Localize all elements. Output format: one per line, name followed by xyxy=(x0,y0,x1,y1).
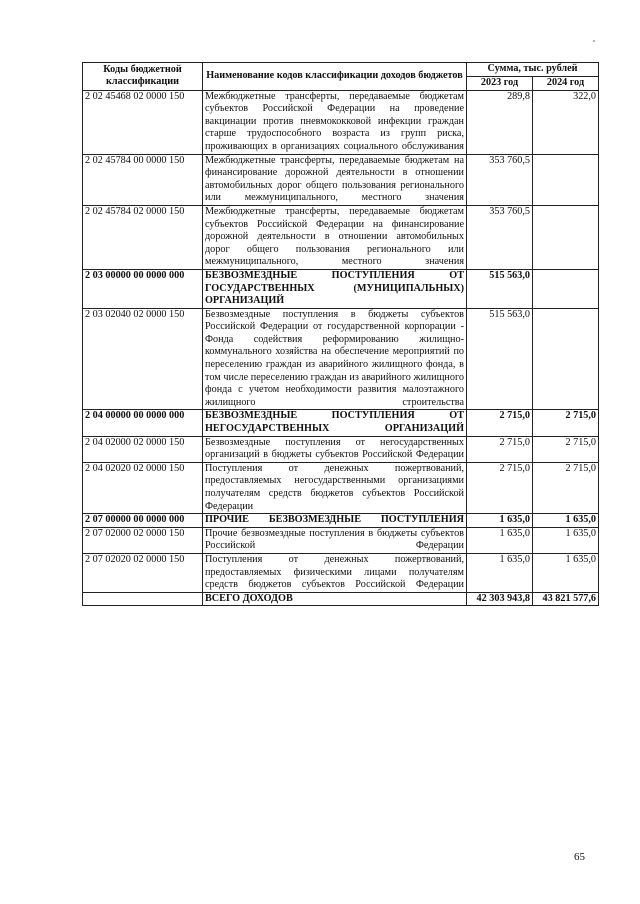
row-value-2023: 353 760,5 xyxy=(467,205,533,269)
row-name: Межбюджетные трансферты, передаваемые бюджетам субъектов Российской Федерации на финансирование дорожной деятельности в отношении автомобильных дорог общего пользования регионального или межмуниципального, местного значения xyxy=(203,205,467,269)
row-code: 2 07 02000 02 0000 150 xyxy=(83,527,203,553)
scan-speck xyxy=(593,40,595,42)
row-code: 2 02 45468 02 0000 150 xyxy=(83,90,203,154)
row-value-2023: 515 563,0 xyxy=(467,269,533,308)
row-value-2024 xyxy=(533,205,599,269)
row-code: 2 04 02000 02 0000 150 xyxy=(83,436,203,462)
row-value-2023: 1 635,0 xyxy=(467,514,533,528)
row-value-2024: 1 635,0 xyxy=(533,527,599,553)
header-name: Наименование кодов классификации доходов бюджетов xyxy=(203,63,467,91)
table-row-section xyxy=(83,514,599,528)
row-name: Межбюджетные трансферты, передаваемые бюджетам на финансирование дорожной деятельности в отношении автомобильных дорог общего пользования регионального или межмуниципального, местного значения xyxy=(203,154,467,205)
row-value-2024: 2 715,0 xyxy=(533,462,599,513)
table-row xyxy=(83,90,599,154)
row-value-2024: 1 635,0 xyxy=(533,553,599,592)
page-number: 65 xyxy=(574,851,585,863)
row-value-2024: 322,0 xyxy=(533,90,599,154)
row-name: Безвозмездные поступления от негосударственных организаций в бюджеты субъектов Российской Федерации xyxy=(203,436,467,462)
total-value-2023: 42 303 943,8 xyxy=(467,592,533,606)
table-row-section xyxy=(83,410,599,436)
header-year-2023: 2023 год xyxy=(467,77,533,91)
row-value-2024: 1 635,0 xyxy=(533,514,599,528)
row-value-2023: 2 715,0 xyxy=(467,436,533,462)
row-name: БЕЗВОЗМЕЗДНЫЕ ПОСТУПЛЕНИЯ ОТ НЕГОСУДАРСТВЕННЫХ ОРГАНИЗАЦИЙ xyxy=(203,410,467,436)
row-value-2023: 515 563,0 xyxy=(467,308,533,410)
row-code: 2 04 00000 00 0000 000 xyxy=(83,410,203,436)
table-row xyxy=(83,205,599,269)
row-name: ПРОЧИЕ БЕЗВОЗМЕЗДНЫЕ ПОСТУПЛЕНИЯ xyxy=(203,514,467,528)
table-row xyxy=(83,553,599,592)
table-row xyxy=(83,462,599,513)
table-row xyxy=(83,527,599,553)
row-name: Прочие безвозмездные поступления в бюджеты субъектов Российской Федерации xyxy=(203,527,467,553)
row-value-2023: 353 760,5 xyxy=(467,154,533,205)
table-row xyxy=(83,436,599,462)
table-row-total xyxy=(83,592,599,606)
row-code: 2 02 45784 00 0000 150 xyxy=(83,154,203,205)
header-year-2024: 2024 год xyxy=(533,77,599,91)
total-label: ВСЕГО ДОХОДОВ xyxy=(203,592,467,606)
row-name: Поступления от денежных пожертвований, предоставляемых негосударственными организациями получателям средств бюджетов субъектов Российской Федерации xyxy=(203,462,467,513)
row-code: 2 03 00000 00 0000 000 xyxy=(83,269,203,308)
row-value-2024: 2 715,0 xyxy=(533,436,599,462)
total-code xyxy=(83,592,203,606)
total-value-2024: 43 821 577,6 xyxy=(533,592,599,606)
row-code: 2 04 02020 02 0000 150 xyxy=(83,462,203,513)
row-code: 2 07 00000 00 0000 000 xyxy=(83,514,203,528)
row-value-2023: 2 715,0 xyxy=(467,462,533,513)
row-name: Межбюджетные трансферты, передаваемые бюджетам субъектов Российской Федерации на проведение вакцинации против пневмококковой инфекции граждан старше трудоспособного возраста из групп риска, проживающих в организациях социального обслуживания xyxy=(203,90,467,154)
row-value-2023: 1 635,0 xyxy=(467,553,533,592)
table-row xyxy=(83,308,599,410)
header-sum: Сумма, тыс. рублей xyxy=(467,63,599,77)
header-code: Коды бюджетной классификации xyxy=(83,63,203,91)
row-value-2024 xyxy=(533,308,599,410)
row-value-2024: 2 715,0 xyxy=(533,410,599,436)
row-code: 2 02 45784 02 0000 150 xyxy=(83,205,203,269)
row-name: Безвозмездные поступления в бюджеты субъектов Российской Федерации от государственной корпорации - Фонда содействия реформированию жилищно-коммунального хозяйства на обеспечение мероприятий по переселению граждан из аварийного жилищного фонда, в том числе переселению граждан из аварийного жилищного фонда с учетом необходимости развития малоэтажного жилищного строительства xyxy=(203,308,467,410)
table-row xyxy=(83,154,599,205)
row-name: БЕЗВОЗМЕЗДНЫЕ ПОСТУПЛЕНИЯ ОТ ГОСУДАРСТВЕННЫХ (МУНИЦИПАЛЬНЫХ) ОРГАНИЗАЦИЙ xyxy=(203,269,467,308)
row-name: Поступления от денежных пожертвований, предоставляемых физическими лицами получателям средств бюджетов субъектов Российской Федерации xyxy=(203,553,467,592)
row-value-2024 xyxy=(533,269,599,308)
row-value-2023: 289,8 xyxy=(467,90,533,154)
row-code: 2 07 02020 02 0000 150 xyxy=(83,553,203,592)
row-value-2023: 1 635,0 xyxy=(467,527,533,553)
row-value-2023: 2 715,0 xyxy=(467,410,533,436)
table-row-section xyxy=(83,269,599,308)
row-code: 2 03 02040 02 0000 150 xyxy=(83,308,203,410)
row-value-2024 xyxy=(533,154,599,205)
budget-income-table xyxy=(82,62,599,606)
